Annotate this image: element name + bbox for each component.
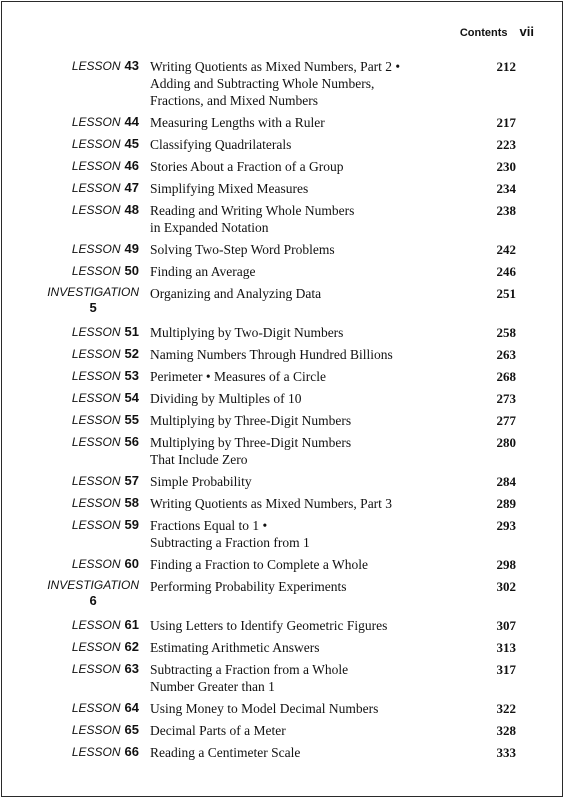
lesson-label (72, 346, 139, 362)
toc-entry (0, 700, 566, 722)
entry-title-line: Simplifying Mixed Measures (150, 181, 309, 196)
toc-entry (0, 390, 566, 412)
entry-title-line: Reading and Writing Whole Numbers (150, 203, 355, 218)
toc-entry (0, 744, 566, 766)
entry-kind: LESSON (71, 59, 121, 73)
entry-title (150, 744, 450, 761)
entry-title (150, 324, 450, 341)
toc-entry (0, 324, 566, 346)
entry-page-number: 217 (496, 115, 516, 130)
toc-entry (0, 434, 566, 473)
entry-title-line: Number Greater than 1 (150, 679, 275, 694)
investigation-label (47, 578, 139, 608)
entry-title (150, 517, 450, 551)
entry-title-line: Organizing and Analyzing Data (150, 286, 322, 301)
lesson-label (72, 473, 139, 489)
entry-page-number: 293 (496, 518, 516, 533)
entry-kind: LESSON (71, 640, 121, 654)
entry-title-line: Perimeter • Measures of a Circle (150, 369, 327, 384)
entry-kind: LESSON (71, 137, 121, 151)
toc-entry (0, 58, 566, 114)
entry-title (150, 180, 450, 197)
entry-page-number: 268 (496, 369, 516, 384)
entry-title-line: Subtracting a Fraction from 1 (150, 535, 310, 550)
lesson-label (72, 324, 139, 340)
entry-title-line: Decimal Parts of a Meter (150, 723, 286, 738)
toc-entry (0, 639, 566, 661)
toc-entry (0, 578, 566, 617)
entry-page-number: 242 (496, 242, 516, 257)
entry-page-number: 246 (496, 264, 516, 279)
lesson-label (72, 202, 139, 218)
toc-entry (0, 412, 566, 434)
entry-title-line: Multiplying by Three-Digit Numbers (150, 413, 352, 428)
entry-page-number: 284 (496, 474, 516, 489)
entry-title (150, 473, 450, 490)
entry-title-line: Fractions, and Mixed Numbers (150, 93, 318, 108)
entry-title-line: Finding an Average (150, 264, 256, 279)
entry-page-number: 322 (496, 701, 516, 716)
toc-entry (0, 202, 566, 241)
entry-title-line: Performing Probability Experiments (150, 579, 347, 594)
entry-title (150, 136, 450, 153)
entry-kind: LESSON (71, 264, 121, 278)
entry-number: 56 (124, 434, 139, 449)
lesson-label (72, 390, 139, 406)
lesson-label (72, 639, 139, 655)
entry-kind: LESSON (71, 391, 121, 405)
toc-entry (0, 263, 566, 285)
lesson-label (72, 412, 139, 428)
entry-title-line: in Expanded Notation (150, 220, 269, 235)
lesson-label (72, 368, 139, 384)
entry-title (150, 639, 450, 656)
entry-title-line: Subtracting a Fraction from a Whole (150, 662, 349, 677)
entry-title (150, 661, 450, 695)
entry-title (150, 58, 450, 109)
entry-kind: LESSON (71, 203, 121, 217)
toc-entry (0, 346, 566, 368)
entry-title-line: Estimating Arithmetic Answers (150, 640, 320, 655)
entry-title (150, 263, 450, 280)
entry-title (150, 722, 450, 739)
entry-kind: LESSON (71, 413, 121, 427)
entry-page-number: 328 (496, 723, 516, 738)
toc-entry (0, 617, 566, 639)
entry-title (150, 202, 450, 236)
entry-kind: LESSON (71, 745, 121, 759)
entry-title-line: Writing Quotients as Mixed Numbers, Part 3 (150, 496, 393, 511)
entry-title (150, 368, 450, 385)
entry-title (150, 617, 450, 634)
toc-entry (0, 241, 566, 263)
entry-title (150, 700, 450, 717)
lesson-label (72, 241, 139, 257)
entry-number: 48 (124, 202, 139, 217)
entry-kind: LESSON (71, 496, 121, 510)
entry-page-number: 273 (496, 391, 516, 406)
entry-kind: LESSON (71, 474, 121, 488)
entry-number: 51 (124, 324, 139, 339)
entry-number: 63 (124, 661, 139, 676)
entry-number: 54 (124, 390, 139, 405)
entry-title-line: Multiplying by Three-Digit Numbers (150, 435, 352, 450)
entry-title (150, 434, 450, 468)
lesson-label (72, 700, 139, 716)
lesson-label (72, 495, 139, 511)
entry-number: 66 (124, 744, 139, 759)
toc-entry (0, 285, 566, 324)
entry-kind: LESSON (71, 181, 121, 195)
toc-entry (0, 661, 566, 700)
page-header (460, 24, 534, 39)
entry-title-line: Solving Two-Step Word Problems (150, 242, 335, 257)
entry-title-line: Reading a Centimeter Scale (150, 745, 301, 760)
entry-title-line: Simple Probability (150, 474, 252, 489)
investigation-label (47, 285, 139, 315)
entry-page-number: 302 (496, 579, 516, 594)
entry-number: 44 (124, 114, 139, 129)
entry-kind: LESSON (71, 701, 121, 715)
entry-title-line: Adding and Subtracting Whole Numbers, (150, 76, 375, 91)
entry-page-number: 212 (496, 59, 516, 74)
entry-page-number: 298 (496, 557, 516, 572)
entry-kind: LESSON (71, 369, 121, 383)
entry-page-number: 234 (496, 181, 516, 196)
entry-kind: LESSON (71, 159, 121, 173)
entry-title (150, 158, 450, 175)
lesson-label (72, 517, 139, 533)
entry-number: 57 (124, 473, 139, 488)
toc-entry (0, 517, 566, 556)
entry-kind: LESSON (71, 325, 121, 339)
lesson-label (72, 434, 139, 450)
entry-kind: LESSON (71, 518, 121, 532)
entry-number: 59 (124, 517, 139, 532)
entry-kind: LESSON (71, 347, 121, 361)
entry-page-number: 251 (496, 286, 516, 301)
entry-number: 62 (124, 639, 139, 654)
toc-entry (0, 158, 566, 180)
lesson-label (72, 158, 139, 174)
toc-entry (0, 473, 566, 495)
entry-number: 49 (124, 241, 139, 256)
entry-kind: LESSON (71, 662, 121, 676)
toc-entry (0, 556, 566, 578)
entry-number: 61 (124, 617, 139, 632)
entry-title-line: Naming Numbers Through Hundred Billions (150, 347, 393, 362)
entry-title-line: Classifying Quadrilaterals (150, 137, 292, 152)
toc-entry (0, 368, 566, 390)
entry-page-number: 333 (496, 745, 516, 760)
entry-title (150, 114, 450, 131)
entry-page-number: 317 (496, 662, 516, 677)
entry-kind: LESSON (71, 557, 121, 571)
entry-title (150, 346, 450, 363)
lesson-label (72, 114, 139, 130)
entry-number: 45 (124, 136, 139, 151)
entry-title (150, 241, 450, 258)
entry-number: 52 (124, 346, 139, 361)
entry-number: 43 (124, 58, 139, 73)
lesson-label (72, 556, 139, 572)
entry-page-number: 313 (496, 640, 516, 655)
entry-kind: INVESTIGATION (47, 578, 139, 592)
entry-page-number: 289 (496, 496, 516, 511)
entry-title (150, 495, 450, 512)
entry-kind: LESSON (71, 242, 121, 256)
entry-title-line: Dividing by Multiples of 10 (150, 391, 302, 406)
lesson-label (72, 722, 139, 738)
entry-kind: LESSON (71, 435, 121, 449)
header-label: Contents (459, 27, 508, 39)
toc-entry (0, 722, 566, 744)
lesson-label (72, 136, 139, 152)
entry-page-number: 280 (496, 435, 516, 450)
entry-title (150, 390, 450, 407)
entry-title (150, 285, 450, 302)
entry-number: 60 (124, 556, 139, 571)
lesson-label (72, 744, 139, 760)
entry-title-line: That Include Zero (150, 452, 248, 467)
toc-entry (0, 136, 566, 158)
lesson-label (72, 661, 139, 677)
lesson-label (72, 263, 139, 279)
entry-number: 53 (124, 368, 139, 383)
entry-page-number: 263 (496, 347, 516, 362)
entry-title (150, 556, 450, 573)
entry-number: 5 (89, 300, 97, 315)
entry-title-line: Multiplying by Two-Digit Numbers (150, 325, 344, 340)
entry-page-number: 230 (496, 159, 516, 174)
entry-title-line: Stories About a Fraction of a Group (150, 159, 344, 174)
entry-number: 46 (124, 158, 139, 173)
entry-number: 55 (124, 412, 139, 427)
entry-number: 65 (124, 722, 139, 737)
entry-page-number: 223 (496, 137, 516, 152)
entry-kind: LESSON (71, 115, 121, 129)
entry-number: 6 (89, 593, 97, 608)
lesson-label (72, 58, 139, 74)
entry-kind: LESSON (71, 618, 121, 632)
entry-number: 58 (124, 495, 139, 510)
entry-kind: LESSON (71, 723, 121, 737)
lesson-label (72, 617, 139, 633)
entry-title-line: Fractions Equal to 1 • (150, 518, 268, 533)
entry-title (150, 578, 450, 595)
entry-title-line: Measuring Lengths with a Ruler (150, 115, 325, 130)
entry-number: 50 (124, 263, 139, 278)
entry-page-number: 258 (496, 325, 516, 340)
entry-title (150, 412, 450, 429)
entry-page-number: 307 (496, 618, 516, 633)
entry-number: 64 (124, 700, 139, 715)
entry-title-line: Finding a Fraction to Complete a Whole (150, 557, 368, 572)
header-page-number: vii (519, 24, 534, 39)
entry-title-line: Using Money to Model Decimal Numbers (150, 701, 379, 716)
entry-page-number: 277 (496, 413, 516, 428)
entry-number: 47 (124, 180, 139, 195)
entry-kind: INVESTIGATION (47, 285, 139, 299)
lesson-label (72, 180, 139, 196)
entry-title-line: Using Letters to Identify Geometric Figures (150, 618, 388, 633)
toc-entry (0, 114, 566, 136)
toc-entry (0, 180, 566, 202)
toc-entry (0, 495, 566, 517)
entry-title-line: Writing Quotients as Mixed Numbers, Part 2 • (150, 59, 401, 74)
entry-page-number: 238 (496, 203, 516, 218)
